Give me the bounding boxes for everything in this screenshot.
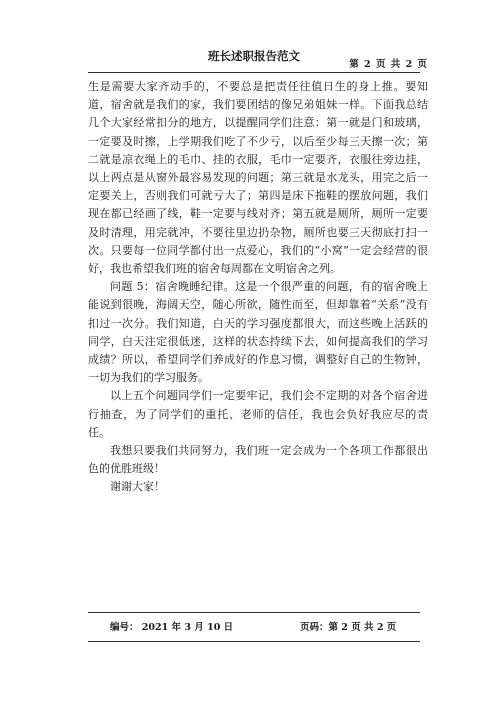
paragraph: 问题 5：宿舍晚睡纪律。这是一个很严重的问题，有的宿舍晚上能说到很晚，海阔天空，随心所欲，随性而至，但却靠着“关系”没有扣过一次分。我们知道，白天的学习强度都很大，而这些晚上活跃的同学，白天注定很低迷，这样的状态持续下去，如何提高我们的学习成绩？所以，希望同学们养成好的作息习惯，调整好自己的生物钟，一切为我们的学习服务。 [88, 280, 428, 385]
paragraph: 以上五个问题同学们一定要牢记，我们会不定期的对各个宿舍进行抽查，为了同学们的重托、老师的信任，我也会负好我应尽的责任。 [88, 389, 428, 439]
paragraph: 生是需要大家齐动手的，不要总是把责任往值日生的身上推。要知道，宿舍就是我们的家，我们要团结的像兄弟姐妹一样。下面我总结几个大家经常扣分的地方，以提醒同学们注意：第一就是门和玻璃，一定要及时擦，上学期我们吃了不少亏，以后至少每三天擦一次；第二就是凉衣绳上的毛巾、挂的衣服，毛巾一定要齐，衣服往旁边挂，以上两点是从窗外最容易发现的问题；第三就是水龙头，用完之后一定要关上，否则我们可就亏大了；第四是床下拖鞋的摆放问题，我们现在都已经画了线，鞋一定要与线对齐；第五就是厕所，厕所一定要及时清理，用完就冲，不要往里边扔杂物，厕所也要三天彻底打扫一次。只要每一位同学都付出一点爱心，我们的“小窝”一定会经营的很好，我也希望我们班的宿舍每周都在文明宿舍之列。 [88, 80, 428, 276]
footer-rule-top [88, 612, 420, 613]
page-header [88, 48, 428, 72]
paragraph: 谢谢大家！ [110, 480, 165, 494]
footer-rule-bottom [88, 641, 420, 642]
header-rule [88, 72, 420, 73]
document-body [88, 78, 428, 497]
footer-serial: 编号： 2021 年 3 月 10 日 [110, 622, 234, 633]
header-page-indicator: 第 2 页 共 2 页 [349, 59, 428, 70]
footer-page: 页码：第 2 页 共 2 页 [300, 622, 397, 633]
document-title: 班长述职报告范文 [208, 49, 300, 63]
paragraph: 我想只要我们共同努力，我们班一定会成为一个各项工作都很出色的优胜班级！ [88, 444, 428, 476]
